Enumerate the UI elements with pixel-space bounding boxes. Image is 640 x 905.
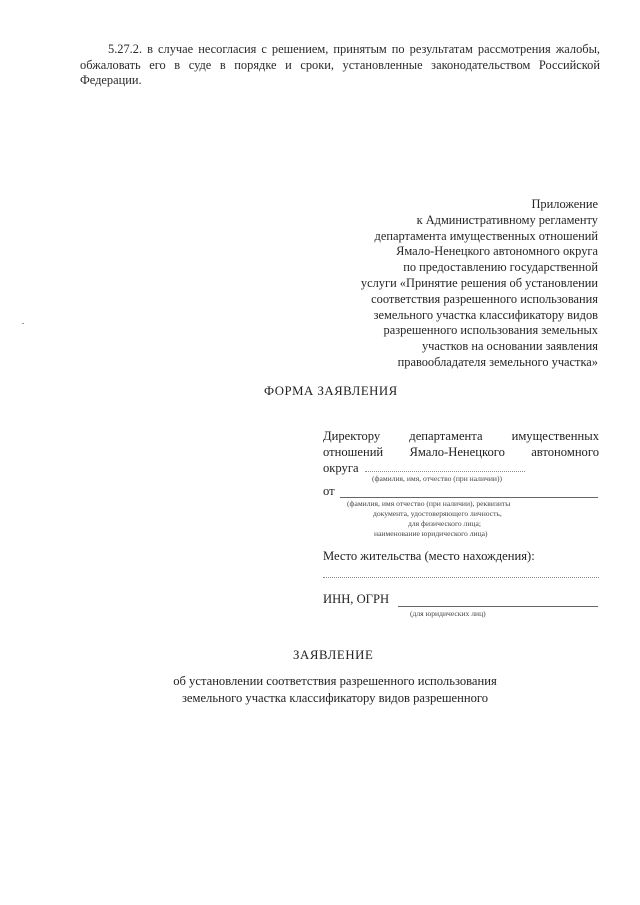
appendix-block <box>290 197 598 371</box>
addressee-block <box>323 429 599 476</box>
form-title: ФОРМА ЗАЯВЛЕНИЯ <box>264 384 398 398</box>
appendix-line: разрешенного использования земельных <box>383 323 598 338</box>
appendix-line: департамента имущественных отношений <box>374 228 598 243</box>
scan-speck <box>22 323 24 324</box>
appendix-line: правообладателя земельного участка» <box>397 354 598 369</box>
addressee-line: отношений Ямало-Ненецкого автономного <box>323 444 599 459</box>
from-hint-line: (фамилия, имя отчество (при наличии), реквизиты <box>347 499 511 508</box>
from-hint-line: для физического лица; <box>408 519 481 528</box>
inn-ogrn-label: ИНН, ОГРН <box>323 592 390 606</box>
fio-hint: (фамилия, имя, отчество (при наличии)) <box>372 474 503 483</box>
appendix-line: земельного участка классификатору видов <box>373 307 598 322</box>
fio-blank-line[interactable] <box>365 471 525 472</box>
clause-paragraph <box>80 42 600 89</box>
appendix-line: к Административному регламенту <box>416 212 598 227</box>
residence-label: Место жительства (место нахождения): <box>323 549 535 563</box>
appendix-line: Ямало-Ненецкого автономного округа <box>396 244 598 259</box>
inn-ogrn-blank-line[interactable] <box>398 606 598 607</box>
from-hint-line: наименование юридического лица) <box>374 529 488 538</box>
appendix-line: Приложение <box>531 197 598 211</box>
appendix-line: соответствия разрешенного использования <box>371 291 598 306</box>
statement-heading: ЗАЯВЛЕНИЕ <box>293 648 374 662</box>
addressee-okrug: округа <box>323 460 359 475</box>
statement-subtitle-line: земельного участка классификатору видов разрешенного <box>181 691 489 705</box>
clause-text: 5.27.2. в случае несогласия с решением, принятым по результатам рассмотрения жалобы, обжаловать его в суде в порядке и сроки, установленные законодательством Российской Федерации. <box>80 42 600 87</box>
inn-hint: (для юридических лиц) <box>410 609 486 618</box>
appendix-line: по предоставлению государственной <box>403 260 598 275</box>
from-hint-line: документа, удостоверяющего личность, <box>373 509 502 518</box>
residence-blank-line[interactable] <box>323 577 599 578</box>
from-label: от <box>323 484 335 498</box>
appendix-line: участков на основании заявления <box>421 339 598 354</box>
appendix-line: услуги «Принятие решения об установлении <box>360 275 598 290</box>
from-blank-line[interactable] <box>340 497 598 498</box>
addressee-line: Директору департамента имущественных <box>323 429 599 443</box>
statement-subtitle <box>120 673 550 707</box>
statement-subtitle-line: об установлении соответствия разрешенного использования <box>173 674 497 688</box>
